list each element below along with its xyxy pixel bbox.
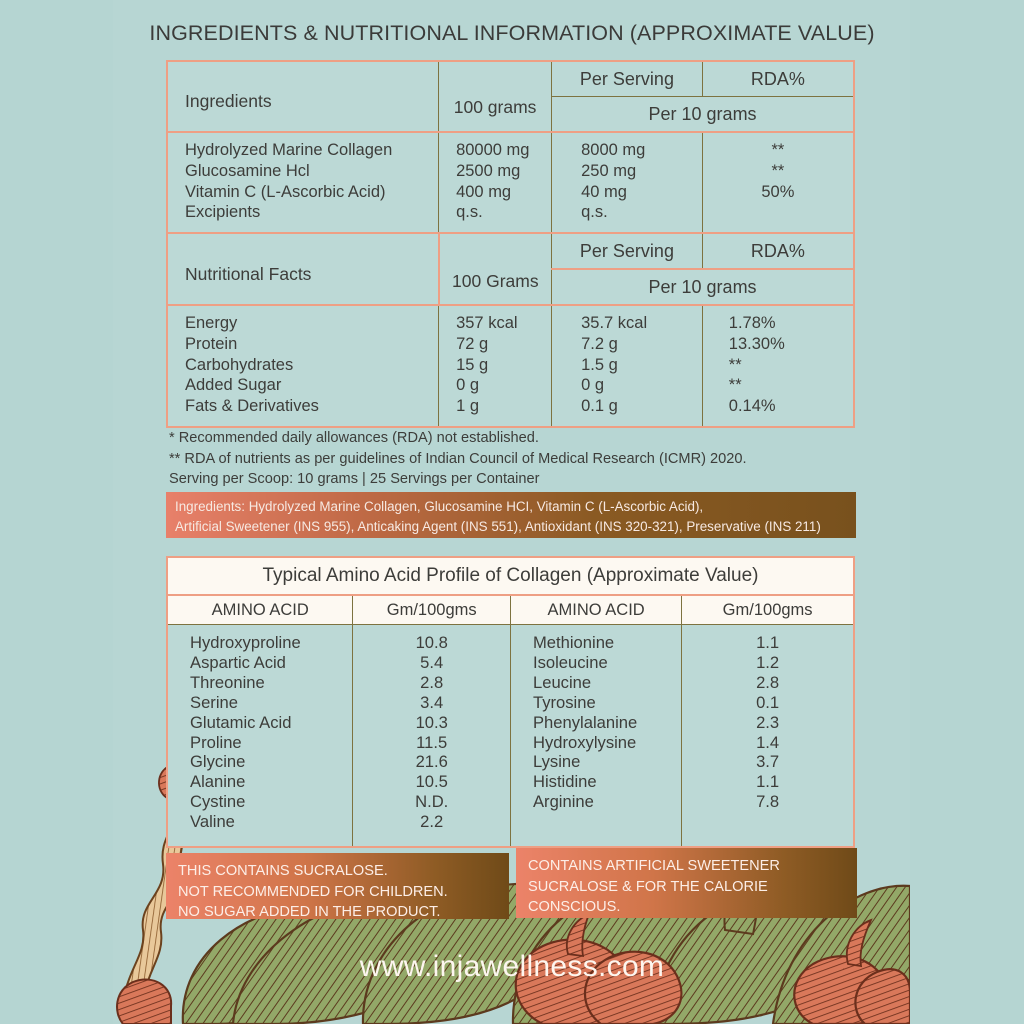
- table-header-row-top: [168, 62, 853, 97]
- col-100g-cell: [439, 62, 552, 132]
- footnote-icmr: ** RDA of nutrients as per guidelines of Indian Council of Medical Research (ICMR) 2020.: [169, 450, 747, 467]
- nutrition-per-100g: 1 g: [456, 397, 480, 416]
- amino-acid-value: 1.4: [756, 732, 780, 752]
- amino-header-value-left: Gm/100gms: [353, 595, 511, 625]
- amino-acid-value: 2.8: [420, 672, 444, 692]
- website-url: www.injawellness.com: [359, 950, 665, 983]
- ingredient-names-cell: [168, 132, 439, 233]
- ingredients-label-cell: [168, 62, 439, 132]
- amino-values-left-cell: [353, 625, 511, 847]
- amino-acid-value: 10.3: [415, 712, 448, 732]
- ingredients-body-row: [168, 132, 853, 233]
- amino-acid-name: Arginine: [532, 792, 594, 812]
- ingredients-table: [166, 60, 855, 236]
- nutrition-per-serving: 1.5 g: [581, 355, 618, 374]
- serving-info: Serving per Scoop: 10 grams | 25 Servings per Container: [169, 471, 540, 488]
- amino-acid-value: 1.2: [756, 652, 780, 672]
- ingredient-name: Vitamin C (L-Ascorbic Acid): [185, 182, 386, 201]
- amino-body-row: [168, 625, 853, 847]
- amino-acid-name: Serine: [190, 692, 238, 712]
- warning-box-sucralose: [166, 853, 509, 919]
- ingredient-rda: 50%: [761, 182, 795, 201]
- nutrition-per-serving: 0.1 g: [581, 397, 618, 416]
- amino-acid-value: 0.1: [756, 692, 780, 712]
- amino-acid-name: Methionine: [532, 633, 615, 652]
- nutrition-name: Energy: [185, 314, 238, 332]
- amino-acid-name: Isoleucine: [532, 652, 608, 672]
- nutrition-per-10-grams-header: Per 10 grams: [648, 276, 757, 297]
- footnotes: [169, 428, 869, 490]
- ingredient-per-serving: 40 mg: [581, 182, 627, 201]
- amino-acid-name: Glycine: [190, 752, 246, 772]
- nutrition-per-100g: 357 kcal: [456, 314, 518, 332]
- per-10-grams-header: Per 10 grams: [648, 103, 757, 124]
- nutrition-per-100g: 0 g: [456, 376, 480, 395]
- nutritional-facts-table: [166, 232, 855, 428]
- amino-acid-name: Lysine: [532, 752, 581, 772]
- amino-acid-name: Leucine: [532, 672, 592, 692]
- amino-acid-value: 3.7: [756, 752, 780, 772]
- nutrition-name: Fats & Derivatives: [185, 397, 319, 416]
- nutrition-rda-header: RDA%: [702, 234, 853, 269]
- ingredient-100g-cell: [439, 132, 552, 233]
- ingredient-per-100g: 400 mg: [456, 182, 512, 201]
- amino-acid-value: 10.5: [415, 772, 448, 792]
- amino-acid-value: 1.1: [756, 633, 780, 652]
- amino-acid-name: Hydroxyproline: [190, 633, 301, 652]
- nutrition-name: Protein: [185, 334, 238, 353]
- amino-acid-name: Aspartic Acid: [190, 652, 286, 672]
- ingredient-per-serving: q.s.: [581, 203, 608, 222]
- ingredient-rda-cell: [702, 132, 853, 233]
- ingredient-per-100g: 2500 mg: [456, 161, 521, 180]
- nutrition-rda: 0.14%: [728, 397, 776, 416]
- nutrition-per-serving: 35.7 kcal: [581, 314, 648, 332]
- nutrition-serving-cell: [552, 305, 703, 426]
- amino-acid-value: 3.4: [420, 692, 444, 712]
- amino-acid-name: Alanine: [190, 772, 246, 792]
- nutrition-rda: 13.30%: [728, 334, 785, 353]
- nutrition-per-serving: 0 g: [581, 376, 605, 395]
- amino-acid-name: Threonine: [190, 672, 265, 692]
- nutrition-rda: 1.78%: [728, 314, 776, 332]
- amino-acid-name: Tyrosine: [532, 692, 596, 712]
- ingredient-name: Glucosamine Hcl: [185, 161, 310, 180]
- warning-right-line1: CONTAINS ARTIFICIAL SWEETENER: [528, 858, 780, 874]
- amino-acid-value: 2.8: [756, 672, 780, 692]
- nutrition-per-100g: 72 g: [456, 334, 489, 353]
- nutrition-col-100g-label: 100 Grams: [452, 270, 539, 291]
- ingredient-per-100g: 80000 mg: [456, 141, 530, 159]
- amino-acid-name: Glutamic Acid: [190, 712, 292, 732]
- nutrition-name: Added Sugar: [185, 376, 282, 395]
- amino-acid-name: Proline: [190, 732, 242, 752]
- ingredient-rda: **: [771, 161, 785, 180]
- amino-header-name-left: AMINO ACID: [168, 595, 353, 625]
- warning-left-line3: NO SUGAR ADDED IN THE PRODUCT.: [178, 904, 441, 921]
- amino-acid-value: N.D.: [415, 792, 449, 812]
- nutrition-per-serving: 7.2 g: [581, 334, 618, 353]
- amino-values-right-cell: [682, 625, 853, 847]
- nutrition-rda: **: [728, 355, 742, 374]
- amino-acid-value: 2.3: [756, 712, 780, 732]
- nutrition-body-row: [168, 305, 853, 426]
- nutrition-per-100g: 15 g: [456, 355, 489, 374]
- ingredients-banner: [166, 492, 856, 538]
- footnote-rda-not-established: * Recommended daily allowances (RDA) not established.: [169, 430, 539, 446]
- amino-names-left-cell: [168, 625, 353, 847]
- nutrition-label-cell: [168, 234, 439, 305]
- nutrition-rda: **: [728, 376, 742, 395]
- warning-right-line2: SUCRALOSE & FOR THE CALORIE: [528, 878, 768, 895]
- amino-acid-table: [166, 556, 855, 848]
- ingredient-rda: [703, 202, 853, 223]
- amino-acid-value: 11.5: [416, 732, 448, 752]
- amino-acid-value: 7.8: [756, 792, 780, 812]
- amino-acid-name: Histidine: [532, 772, 597, 792]
- ingredient-rda: **: [771, 141, 785, 159]
- per-serving-header: Per Serving: [552, 62, 703, 97]
- amino-title-row: [168, 558, 853, 595]
- amino-acid-name: Phenylalanine: [532, 712, 638, 732]
- amino-acid-value: 10.8: [415, 633, 448, 652]
- ingredients-banner-line2: Artificial Sweetener (INS 955), Anticaking Agent (INS 551), Antioxidant (INS 320-321), Preservative (INS 211): [175, 519, 821, 535]
- amino-acid-value: 1.1: [756, 772, 780, 792]
- amino-header-value-right: Gm/100gms: [682, 595, 853, 625]
- ingredients-label: Ingredients: [185, 90, 272, 111]
- ingredients-banner-line1: Ingredients: Hydrolyzed Marine Collagen, Glucosamine HCI, Vitamin C (L-Ascorbic Acid),: [175, 499, 704, 514]
- nutrition-label: Nutritional Facts: [185, 264, 312, 284]
- nutrition-col-100g-cell: [439, 234, 552, 305]
- amino-acid-value: 21.6: [415, 752, 448, 772]
- warning-box-artificial-sweetener: [516, 848, 857, 918]
- page-title: INGREDIENTS & NUTRITIONAL INFORMATION (APPROXIMATE VALUE): [149, 21, 875, 45]
- ingredient-name: Hydrolyzed Marine Collagen: [185, 141, 393, 159]
- amino-acid-name: Cystine: [190, 792, 246, 812]
- amino-acid-value: 2.2: [420, 812, 444, 832]
- warning-left-line2: NOT RECOMMENDED FOR CHILDREN.: [178, 883, 448, 900]
- nutrition-100g-cell: [439, 305, 552, 426]
- nutrition-name: Carbohydrates: [185, 355, 294, 374]
- col-100g-label: 100 grams: [453, 97, 537, 117]
- ingredient-per-100g: q.s.: [456, 203, 483, 222]
- amino-acid-name: Hydroxylysine: [532, 732, 637, 752]
- ingredient-per-serving: 8000 mg: [581, 141, 646, 159]
- ingredient-serving-cell: [552, 132, 703, 233]
- nutrition-per-serving-header: Per Serving: [552, 234, 703, 269]
- nutrition-rda-cell: [702, 305, 853, 426]
- warning-right-line3: CONSCIOUS.: [528, 899, 621, 916]
- amino-acid-value: 5.4: [420, 652, 444, 672]
- nutrition-names-cell: [168, 305, 439, 426]
- amino-table-title: Typical Amino Acid Profile of Collagen (Approximate Value): [168, 558, 853, 595]
- ingredient-name: Excipients: [185, 203, 261, 222]
- amino-acid-name: Valine: [190, 812, 235, 832]
- nutrition-header-row-top: [168, 234, 853, 269]
- warning-left-line1: THIS CONTAINS SUCRALOSE.: [178, 863, 388, 879]
- amino-header-name-right: AMINO ACID: [510, 595, 681, 625]
- amino-names-right-cell: [510, 625, 681, 847]
- ingredient-per-serving: 250 mg: [581, 161, 637, 180]
- amino-header-row: [168, 595, 853, 625]
- rda-header: RDA%: [702, 62, 853, 97]
